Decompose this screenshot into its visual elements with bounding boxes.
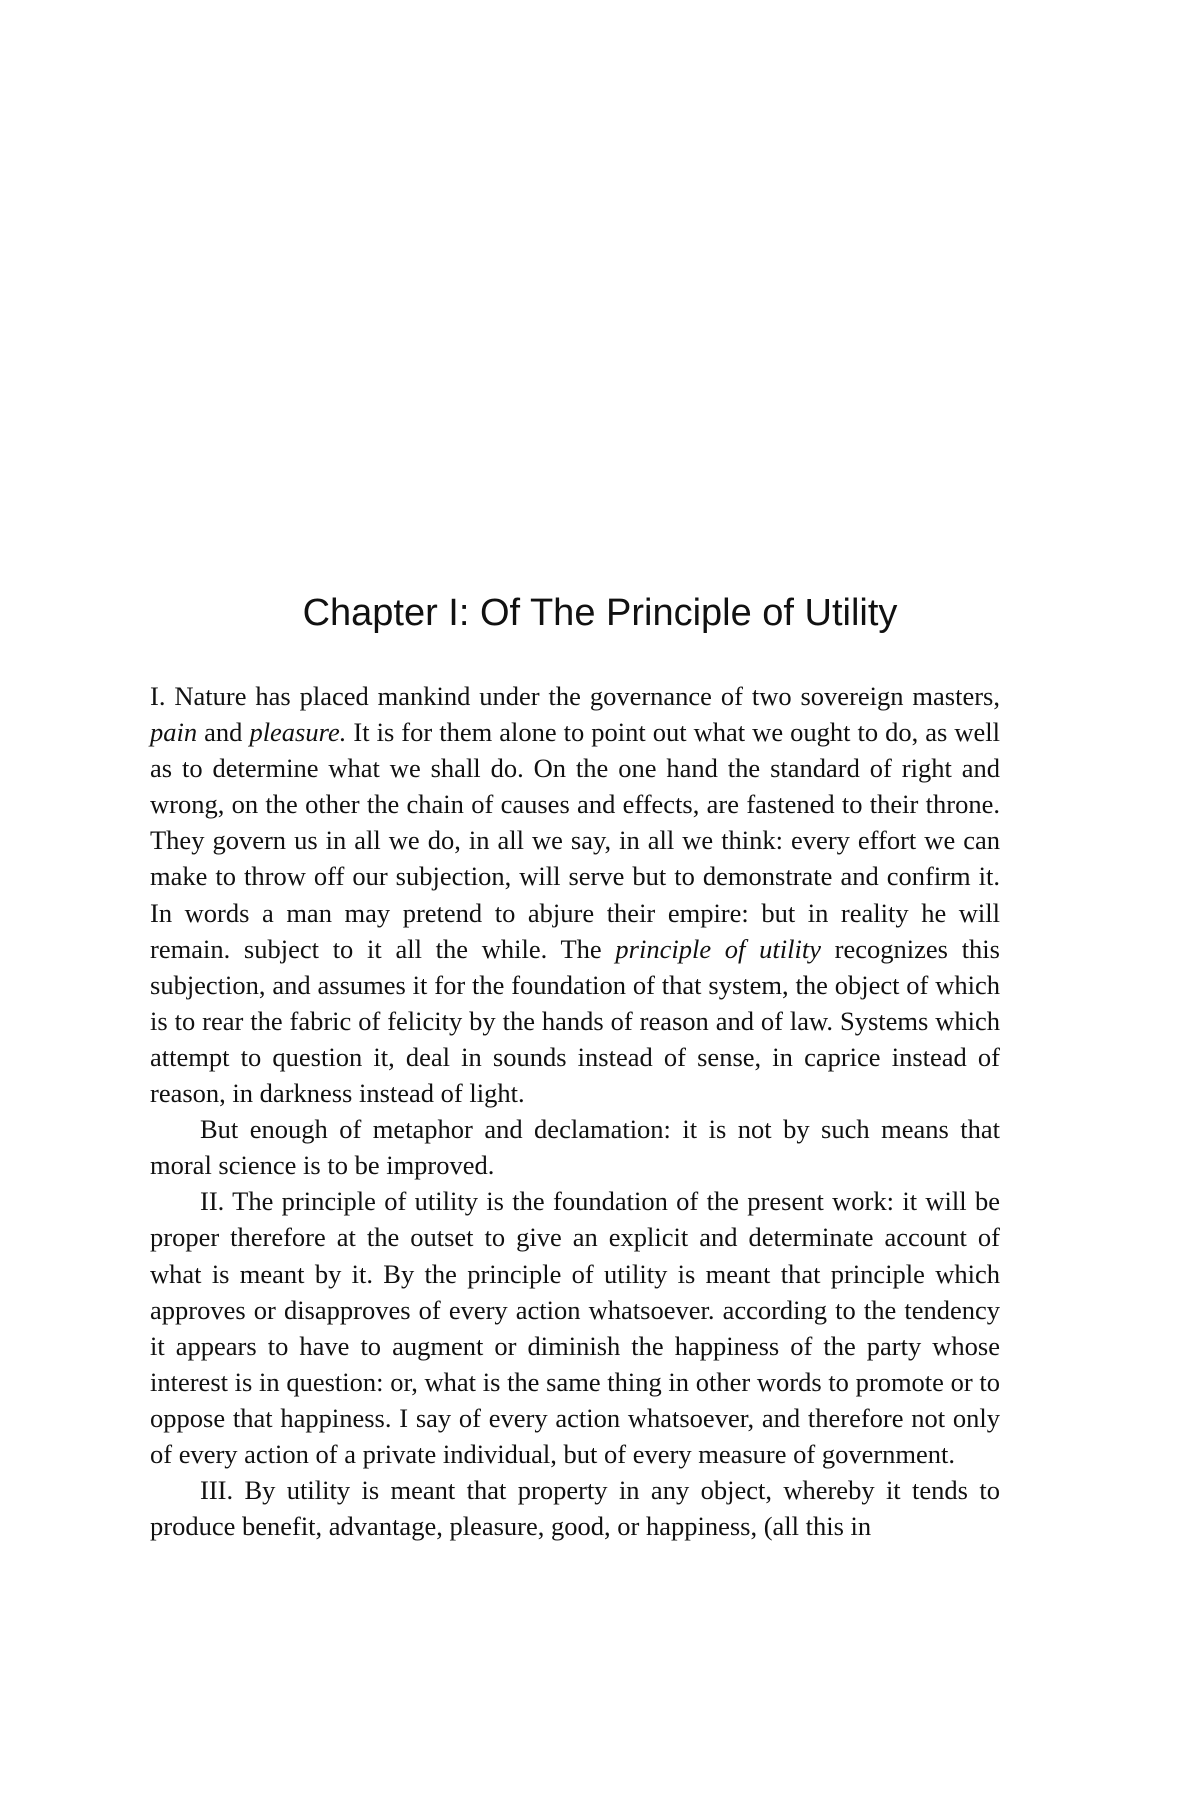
paragraph-1-part-a: I. Nature has placed mankind under the governance of two sovereign masters,: [150, 681, 1000, 711]
emphasis-pain: pain: [150, 717, 198, 748]
paragraph-1-part-d: recognizes this subjection, and assumes it for the foundation of that system, the object of which is to rear the fabric of felicity by the hands of reason and of law. Systems which attempt to question it, deal in sounds instead of sense, in caprice instead of reason, in darkness instead of light.: [150, 933, 1000, 1109]
paragraph-3: II. The principle of utility is the foundation of the present work: it will be proper therefore at the outset to give an explicit and determinate account of what is meant by it. By the principle of utility is meant that principle which approves or disapproves of every action whatsoever. according to the tendency it appears to have to augment or diminish the happiness of the party whose interest is in question: or, what is the same thing in other words to promote or to oppose that happiness. I say of every action whatsoever, and therefore not only of every action of a private individual, but of every measure of government.: [150, 1186, 1000, 1469]
emphasis-pleasure: pleasure.: [249, 717, 347, 748]
paragraph-1: [150, 678, 1000, 1111]
paragraph-4: III. By utility is meant that property in any object, whereby it tends to produce benefit, advantage, pleasure, good, or happiness, (all this in: [150, 1475, 1000, 1542]
paragraph-1-part-b: and: [197, 717, 250, 748]
paragraph-1-part-c: It is for them alone to point out what we ought to do, as well as to determine what we shall do. On the one hand the standard of right and wrong, on the other the chain of causes and effects, are fastened to their throne. They govern us in all we do, in all we say, in all we think: every effort we can make to throw off our subjection, will serve but to demonstrate and confirm it. In words a man may pretend to abjure their empire: but in reality he will remain. subject to it all the while. The: [150, 717, 1000, 964]
paragraph-2: But enough of metaphor and declamation: it is not by such means that moral science is to be improved.: [150, 1114, 1000, 1181]
emphasis-principle-of-utility: principle of utility: [615, 933, 821, 964]
chapter-body: [150, 678, 1000, 1544]
chapter-title: Chapter I: Of The Principle of Utility: [302, 592, 898, 634]
